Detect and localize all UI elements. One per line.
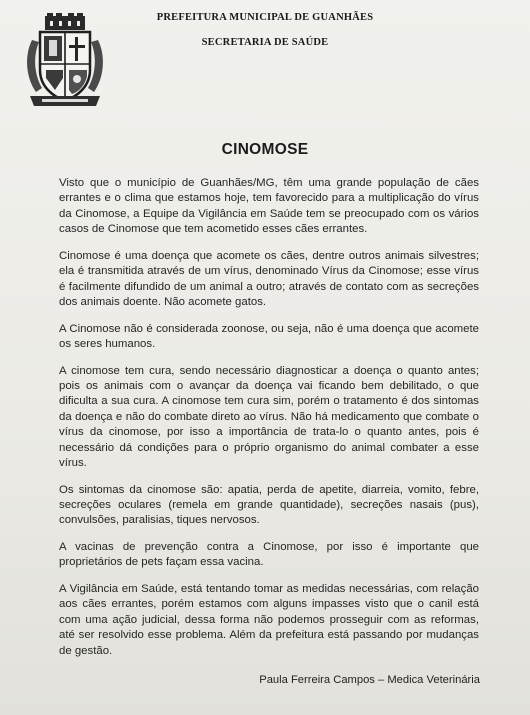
department-name: SECRETARIA DE SAÚDE — [201, 37, 329, 48]
paragraph-vaccine: A vacinas de prevenção contra a Cinomose, por isso é importante que proprietários de pets façam essa vacina. — [59, 541, 479, 569]
coat-of-arms-icon — [22, 12, 108, 112]
document-title: CINOMOSE — [221, 141, 309, 158]
paragraph-symptoms: Os sintomas da cinomose são: apatia, perda de apetite, diarreia, vomito, febre, secreções oculares (remela em grande quantidade), secreções nasais (pus), convulsões, paralisias, tiques nervosos. — [59, 483, 479, 527]
paragraph-zoonosis: A Cinomose não é considerada zoonose, ou seja, não é uma doença que acomete os seres humanos. — [59, 322, 479, 351]
paragraph-intro: Visto que o município de Guanhães/MG, têm uma grande população de cães errantes e o clima que estamos hoje, tem favorecido para a multiplicação do vírus da Cinomose, a Equipe da Vigilância em Saúde tem se preocupado com os vários casos de Cinomose que tem acometido esses cães errantes. — [59, 177, 479, 236]
signature: Paula Ferreira Campos – Medica Veterinária — [259, 674, 480, 686]
paragraph-definition: Cinomose é uma doença que acomete os cães, dentre outros animais silvestres; ela é transmitida através de um vírus, denominado Vírus da Cinomose; esse vírus é facilmente difundido de um animal a outro; através de contato com as secreções dos animais doente. Não acomete gatos. — [59, 249, 479, 309]
org-name: PREFEITURA MUNICIPAL DE GUANHÃES — [156, 12, 374, 23]
paragraph-treatment: A cinomose tem cura, sendo necessário diagnosticar a doença o quanto antes; pois os animais com o avançar da doença vai ficando bem debilitado, o que dificulta a sua cura. A cinomose tem cura sim, porém o tratamento é dos sintomas da doença e não do combate direto ao vírus. Não há medicamento que combate o vírus da cinomose, por isso a importância de trata-lo o quanto antes, pois é necessário dá condições para o próprio organismo do animal combater a esse vírus. — [59, 364, 479, 470]
document-body — [59, 176, 479, 670]
paragraph-surveillance: A Vigilância em Saúde, está tentando tomar as medidas necessárias, com relação aos cães errantes, porém estamos com alguns impasses visto que o canil está com uma ação judicial, dessa forma não podemos prosseguir com as reformas, até ser resolvido esse problema. Além da prefeitura está passando por mudanças de gestão. — [59, 583, 479, 657]
